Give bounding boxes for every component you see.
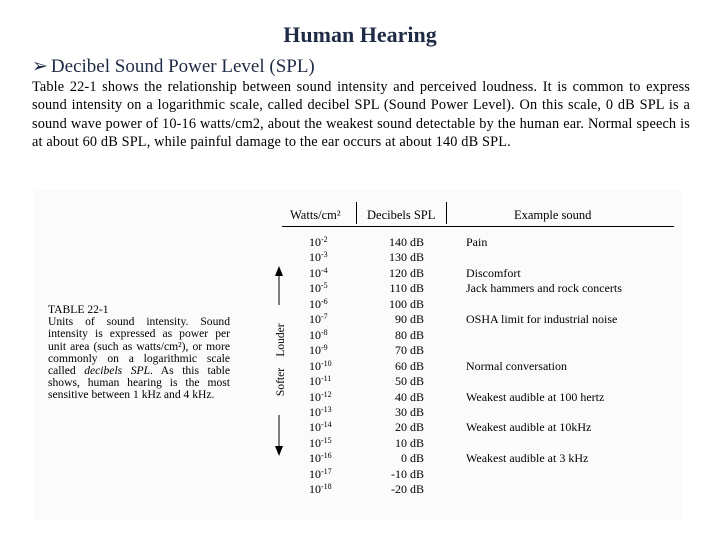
column-divider: [446, 202, 447, 224]
table-row: [34, 281, 682, 296]
decibel-value: 100 dB: [388, 296, 424, 311]
watts-value: $10^{-11}$: [309, 374, 332, 389]
decibel-value: 30 dB: [394, 404, 424, 419]
table-row: [34, 482, 682, 497]
example-sound: Normal conversation: [466, 358, 567, 373]
watts-exponent: -10: [321, 358, 332, 368]
table-row: [34, 343, 682, 358]
table-caption-text: Units of sound intensity. Sound intensity is expressed as power per unit area (such as watts/cm²), or more commonly on a logarithmic scale called: [48, 315, 230, 378]
section-heading-text: Decibel Sound Power Level (SPL): [50, 56, 315, 77]
decibel-value: 50 dB: [394, 374, 424, 389]
decibel-value: 40 dB: [394, 389, 424, 404]
table-row: [34, 405, 682, 420]
watts-value: $10^{-16}$: [309, 451, 332, 466]
axis-label-softer: Softer: [275, 367, 287, 397]
axis-label-louder: Louder: [275, 323, 287, 357]
table-row: [34, 250, 682, 265]
decibel-value: 60 dB: [394, 358, 424, 373]
watts-value: $10^{-15}$: [309, 435, 332, 450]
watts-value: $10^{-8}$: [309, 327, 328, 342]
decibel-value: 70 dB: [394, 343, 424, 358]
table-row: [34, 312, 682, 327]
table-row: [34, 374, 682, 389]
table-row: [34, 328, 682, 343]
table-row: [34, 297, 682, 312]
decibel-value: 20 dB: [394, 420, 424, 435]
watts-exponent: -9: [321, 343, 328, 353]
watts-exponent: -2: [321, 235, 328, 244]
watts-exponent: -14: [321, 420, 332, 430]
decibel-value: 130 dB: [388, 250, 424, 265]
decibel-value: -10 dB: [391, 466, 424, 481]
table-row: [34, 266, 682, 281]
watts-value: $10^{-3}$: [309, 250, 328, 265]
bullet-arrow-icon: ➢: [32, 55, 48, 77]
watts-exponent: -5: [321, 281, 328, 291]
decibel-value: 110 dB: [389, 281, 424, 296]
table-caption-title: TABLE 22-1: [48, 303, 109, 316]
page-title: Human Hearing: [283, 22, 437, 47]
example-sound: Pain: [466, 235, 488, 249]
table-row: [34, 420, 682, 435]
watts-value: $10^{-6}$: [309, 296, 328, 311]
example-sound: Weakest audible at 3 kHz: [466, 451, 589, 466]
watts-value: $10^{-9}$: [309, 343, 328, 358]
watts-value: $10^{-4}$: [309, 265, 328, 280]
table-row: [34, 390, 682, 405]
table-row: [34, 467, 682, 482]
sound-intensity-table-figure: [34, 190, 682, 520]
watts-exponent: -15: [321, 435, 332, 445]
watts-value: $10^{-2}$: [309, 235, 328, 249]
decibel-value: 90 dB: [394, 312, 424, 327]
watts-exponent: -3: [321, 250, 328, 260]
example-sound: Weakest audible at 10kHz: [466, 420, 592, 435]
decibel-value: 0 dB: [400, 451, 424, 466]
example-sound: Jack hammers and rock concerts: [466, 281, 622, 296]
watts-exponent: -16: [321, 451, 332, 461]
watts-exponent: -11: [321, 374, 332, 384]
example-sound: Discomfort: [466, 265, 521, 280]
watts-value: $10^{-7}$: [309, 312, 328, 327]
decibel-value: -20 dB: [391, 482, 424, 497]
watts-exponent: -4: [321, 265, 328, 275]
column-header-watts: Watts/cm²: [290, 208, 341, 222]
column-header-decibels: Decibels SPL: [367, 208, 436, 222]
watts-value: $10^{-18}$: [309, 482, 332, 497]
decibel-value: 80 dB: [394, 327, 424, 342]
watts-exponent: -12: [321, 389, 332, 399]
decibel-value: 140 dB: [388, 235, 424, 249]
table-caption-emphasis: decibels SPL: [84, 364, 151, 378]
body-paragraph: Table 22-1 shows the relationship between sound intensity and perceived loudness. It is common to express sound intensity on a logarithmic scale, called decibel SPL (Sound Power Level). On this scale, 0 dB SPL is a sound wave power of 10-16 watts/cm2, about the weakest sound detectable by the human ear. Normal speech is at about 60 dB SPL, while painful damage to the ear occurs at about 140 dB SPL.: [32, 79, 690, 150]
table-row: [34, 235, 682, 250]
watts-value: $10^{-17}$: [309, 466, 332, 481]
decibel-value: 10 dB: [394, 435, 424, 450]
watts-value: $10^{-5}$: [309, 281, 328, 296]
watts-exponent: -13: [321, 404, 332, 414]
section-heading: [32, 55, 315, 78]
watts-exponent: -17: [321, 466, 332, 476]
watts-exponent: -18: [321, 482, 332, 492]
watts-value: $10^{-12}$: [309, 389, 332, 404]
header-rule: [282, 226, 674, 227]
watts-exponent: -6: [321, 296, 328, 306]
table-row: [34, 451, 682, 466]
table-row: [34, 359, 682, 374]
watts-value: $10^{-13}$: [309, 404, 332, 419]
table-row: [34, 436, 682, 451]
decibel-value: 120 dB: [388, 265, 424, 280]
table-caption-text-end: . As this table shows, human hearing is the most sensitive between 1 kHz and 4 kHz.: [48, 364, 230, 402]
watts-value: $10^{-10}$: [309, 358, 332, 373]
column-divider: [356, 202, 357, 224]
watts-exponent: -8: [321, 327, 328, 337]
column-header-example: Example sound: [514, 208, 592, 222]
watts-value: $10^{-14}$: [309, 420, 332, 435]
watts-exponent: -7: [321, 312, 328, 322]
example-sound: OSHA limit for industrial noise: [466, 312, 618, 327]
example-sound: Weakest audible at 100 hertz: [466, 389, 605, 404]
